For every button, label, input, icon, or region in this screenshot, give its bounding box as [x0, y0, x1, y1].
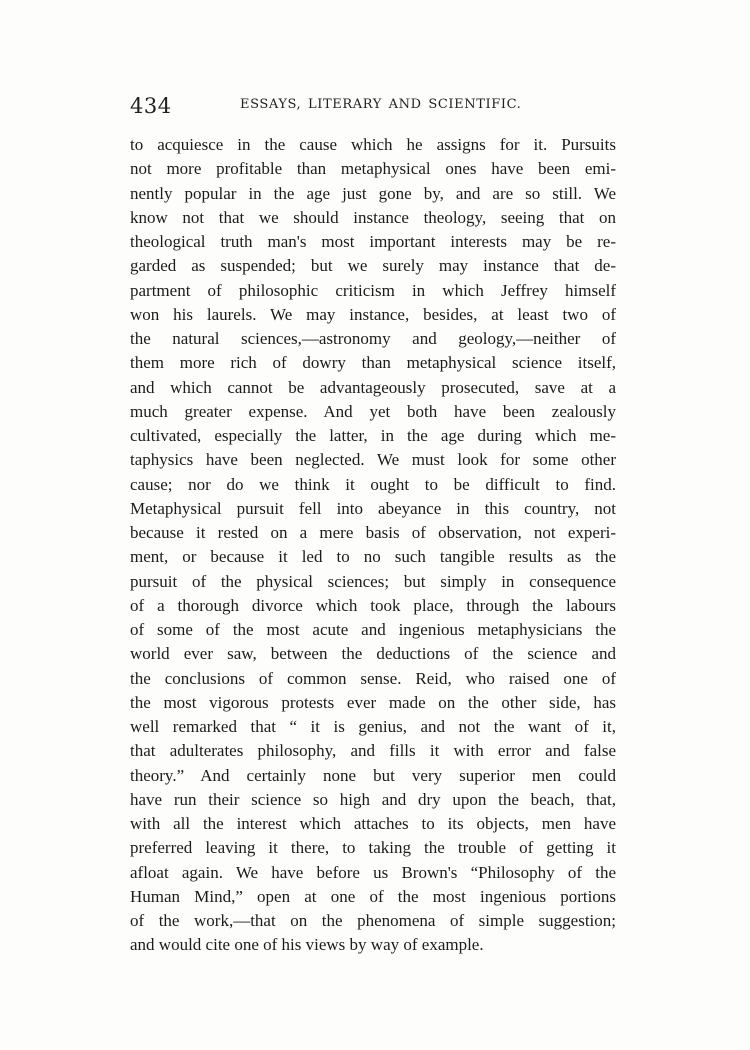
text-line: the natural sciences,—astronomy and geology,—neither of — [130, 329, 616, 348]
text-line: have run their science so high and dry upon the beach, that, — [130, 789, 616, 809]
text-line: cause; nor do we think it ought to be difficult to find. — [130, 474, 616, 494]
text-line: and would cite one of his views by way of example. — [130, 935, 484, 955]
text-line: theory.” And certainly none but very superior men could — [130, 765, 616, 785]
page-number: 434 — [130, 94, 172, 118]
text-line: preferred leaving it there, to taking the trouble of getting it — [130, 838, 616, 858]
text-line: won his laurels. We may instance, besides, at least two of — [130, 304, 616, 324]
text-line: of a thorough divorce which took place, through the labours — [130, 595, 616, 615]
text-line: garded as suspended; but we surely may instance that de- — [130, 256, 616, 276]
text-line: Human Mind,” open at one of the most ingenious portions — [130, 886, 616, 906]
text-line: them more rich of dowry than metaphysical science itself, — [130, 353, 616, 373]
text-line: the most vigorous protests ever made on the other side, has — [130, 692, 616, 712]
body-text — [130, 133, 616, 958]
text-line: much greater expense. And yet both have been zealously — [130, 401, 616, 421]
running-head — [130, 94, 616, 118]
text-line: Metaphysical pursuit fell into abeyance in this country, not — [130, 498, 616, 518]
text-line: theological truth man's most important interests may be re- — [130, 232, 616, 251]
text-line: because it rested on a mere basis of observation, not experi- — [130, 523, 616, 542]
running-title: ESSAYS, LITERARY AND SCIENTIFIC. — [240, 97, 522, 112]
text-line: taphysics have been neglected. We must look for some other — [130, 450, 616, 470]
text-line: cultivated, especially the latter, in the age during which me- — [130, 426, 616, 445]
text-line: well remarked that “ it is genius, and not the want of it, — [130, 717, 616, 736]
text-line: with all the interest which attaches to its objects, men have — [130, 814, 616, 833]
text-line: of the work,—that on the phenomena of simple suggestion; — [130, 911, 616, 930]
text-line: the conclusions of common sense. Reid, who raised one of — [130, 668, 616, 688]
text-line: ment, or because it led to no such tangible results as the — [130, 547, 616, 567]
text-line: nently popular in the age just gone by, and are so still. We — [130, 183, 616, 203]
text-line: not more profitable than metaphysical ones have been emi- — [130, 159, 616, 179]
text-line: and which cannot be advantageously prosecuted, save at a — [130, 377, 616, 397]
text-line: afloat again. We have before us Brown's “Philosophy of the — [130, 862, 616, 882]
text-line: to acquiesce in the cause which he assigns for it. Pursuits — [130, 135, 616, 154]
text-line: pursuit of the physical sciences; but simply in consequence — [130, 571, 616, 591]
text-line: partment of philosophic criticism in which Jeffrey himself — [130, 280, 616, 300]
text-line: of some of the most acute and ingenious metaphysicians the — [130, 620, 616, 639]
text-line: that adulterates philosophy, and fills it with error and false — [130, 741, 616, 761]
text-line: know not that we should instance theology, seeing that on — [130, 207, 616, 227]
text-line: world ever saw, between the deductions of the science and — [130, 644, 616, 664]
